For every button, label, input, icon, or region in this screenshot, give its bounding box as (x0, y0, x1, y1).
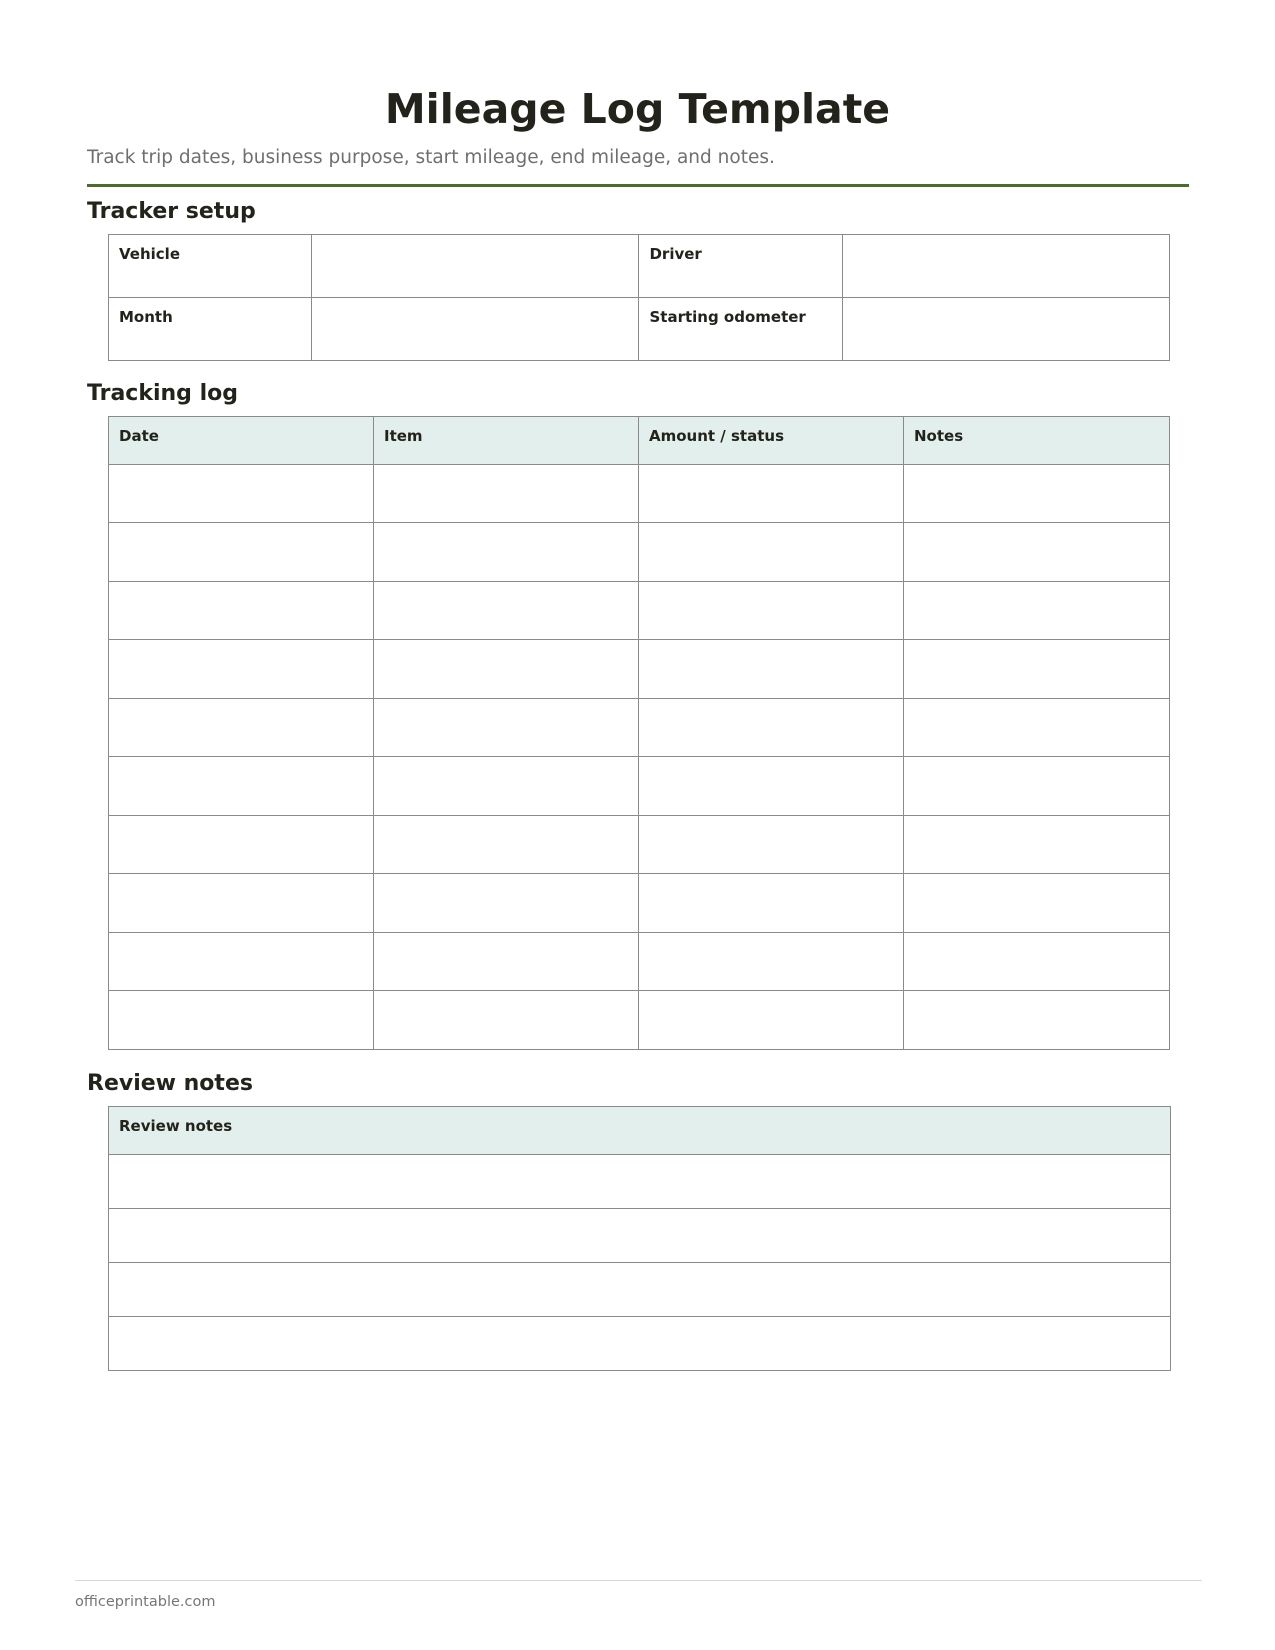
table-row (109, 1209, 1171, 1263)
amount-status-cell[interactable] (639, 991, 904, 1050)
review-header-row (109, 1107, 1171, 1155)
date-cell[interactable] (109, 816, 374, 874)
month-label: Month (109, 298, 312, 361)
item-cell[interactable] (374, 523, 639, 582)
table-row (109, 933, 1170, 991)
table-row (109, 874, 1170, 933)
amount-status-cell[interactable] (639, 816, 904, 874)
table-row (109, 1155, 1171, 1209)
vehicle-label: Vehicle (109, 235, 312, 298)
date-cell[interactable] (109, 523, 374, 582)
date-cell[interactable] (109, 699, 374, 757)
vehicle-field[interactable] (312, 235, 639, 298)
setup-row (109, 298, 1170, 361)
column-header-date: Date (109, 417, 374, 465)
notes-cell[interactable] (904, 523, 1170, 582)
date-cell[interactable] (109, 757, 374, 816)
item-cell[interactable] (374, 699, 639, 757)
amount-status-cell[interactable] (639, 582, 904, 640)
column-header-notes: Notes (904, 417, 1170, 465)
page-title: Mileage Log Template (384, 85, 891, 133)
notes-cell[interactable] (904, 816, 1170, 874)
amount-status-cell[interactable] (639, 874, 904, 933)
table-row (109, 991, 1170, 1050)
review-notes-cell[interactable] (109, 1317, 1171, 1371)
amount-status-cell[interactable] (639, 523, 904, 582)
notes-cell[interactable] (904, 465, 1170, 523)
item-cell[interactable] (374, 933, 639, 991)
table-row (109, 816, 1170, 874)
item-cell[interactable] (374, 757, 639, 816)
setup-heading: Tracker setup (87, 199, 256, 224)
table-row (109, 465, 1170, 523)
table-row (109, 1263, 1171, 1317)
review-notes-cell[interactable] (109, 1209, 1171, 1263)
date-cell[interactable] (109, 582, 374, 640)
item-cell[interactable] (374, 465, 639, 523)
amount-status-cell[interactable] (639, 757, 904, 816)
notes-cell[interactable] (904, 933, 1170, 991)
table-row (109, 757, 1170, 816)
table-row (109, 640, 1170, 699)
date-cell[interactable] (109, 874, 374, 933)
notes-cell[interactable] (904, 874, 1170, 933)
footer-divider (75, 1580, 1202, 1581)
starting-odometer-label: Starting odometer (639, 298, 842, 361)
column-header-review-notes: Review notes (109, 1107, 1171, 1155)
notes-cell[interactable] (904, 699, 1170, 757)
page-subtitle: Track trip dates, business purpose, start mileage, end mileage, and notes. (87, 147, 775, 168)
notes-cell[interactable] (904, 582, 1170, 640)
footer-source: officeprintable.com (75, 1594, 216, 1610)
starting-odometer-field[interactable] (842, 298, 1169, 361)
item-cell[interactable] (374, 991, 639, 1050)
item-cell[interactable] (374, 640, 639, 699)
driver-label: Driver (639, 235, 842, 298)
tracking-log-table (108, 416, 1170, 1050)
review-notes-table (108, 1106, 1171, 1371)
review-heading: Review notes (87, 1071, 253, 1096)
table-row (109, 699, 1170, 757)
setup-row (109, 235, 1170, 298)
date-cell[interactable] (109, 640, 374, 699)
date-cell[interactable] (109, 933, 374, 991)
notes-cell[interactable] (904, 991, 1170, 1050)
review-notes-cell[interactable] (109, 1155, 1171, 1209)
setup-table (108, 234, 1170, 361)
item-cell[interactable] (374, 874, 639, 933)
amount-status-cell[interactable] (639, 640, 904, 699)
date-cell[interactable] (109, 465, 374, 523)
amount-status-cell[interactable] (639, 699, 904, 757)
item-cell[interactable] (374, 582, 639, 640)
notes-cell[interactable] (904, 757, 1170, 816)
title-divider (87, 184, 1189, 187)
column-header-amount-status: Amount / status (639, 417, 904, 465)
item-cell[interactable] (374, 816, 639, 874)
notes-cell[interactable] (904, 640, 1170, 699)
table-row (109, 523, 1170, 582)
column-header-item: Item (374, 417, 639, 465)
amount-status-cell[interactable] (639, 933, 904, 991)
log-header-row (109, 417, 1170, 465)
driver-field[interactable] (842, 235, 1169, 298)
month-field[interactable] (312, 298, 639, 361)
amount-status-cell[interactable] (639, 465, 904, 523)
date-cell[interactable] (109, 991, 374, 1050)
review-notes-cell[interactable] (109, 1263, 1171, 1317)
log-heading: Tracking log (87, 381, 238, 406)
table-row (109, 582, 1170, 640)
table-row (109, 1317, 1171, 1371)
